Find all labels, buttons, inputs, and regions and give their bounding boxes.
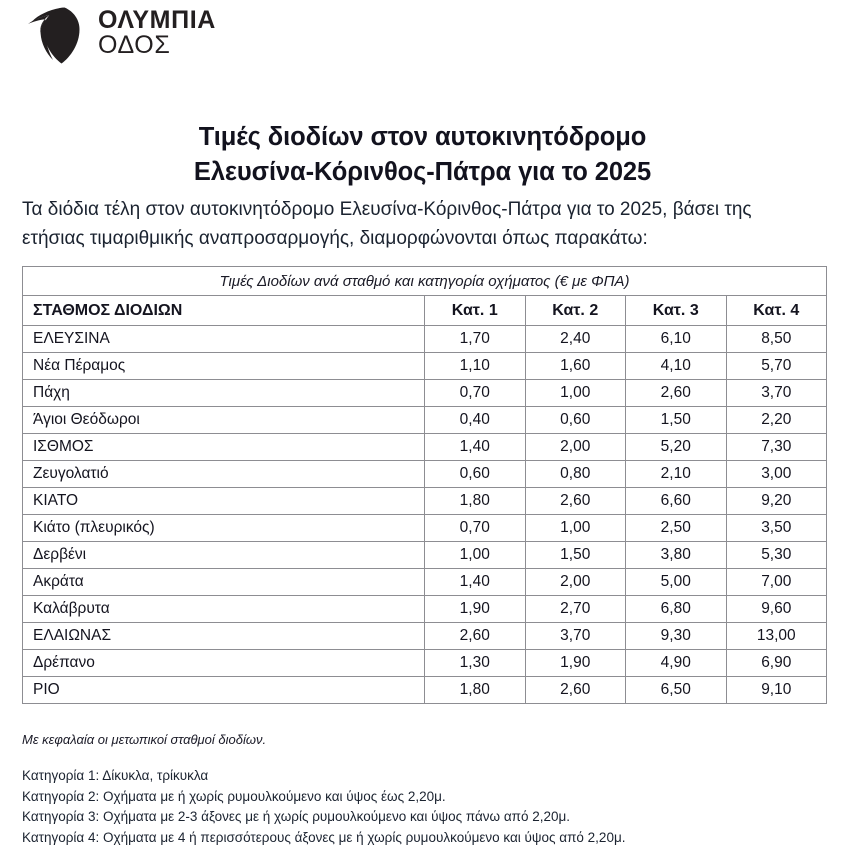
cell-cat-1: 1,80	[425, 488, 526, 515]
cell-station: Ακράτα	[23, 569, 425, 596]
table-row	[23, 461, 827, 488]
column-header-cat-1: Κατ. 1	[425, 296, 526, 326]
cell-cat-3: 2,60	[626, 380, 727, 407]
table-row	[23, 596, 827, 623]
table-body	[23, 326, 827, 704]
cell-cat-2: 1,50	[525, 542, 626, 569]
table-caption-row	[23, 267, 827, 296]
cell-cat-1: 1,10	[425, 353, 526, 380]
cell-station: ΕΛΕΥΣΙΝΑ	[23, 326, 425, 353]
table-row	[23, 650, 827, 677]
intro-paragraph	[22, 196, 832, 254]
cell-cat-2: 2,60	[525, 677, 626, 704]
intro-line-1: Τα διόδια τέλη στον αυτοκινητόδρομο Ελευσίνα-Κόρινθος-Πάτρα για το 2025, βάσει της	[22, 199, 752, 220]
cell-cat-3: 2,10	[626, 461, 727, 488]
cell-cat-2: 2,40	[525, 326, 626, 353]
cell-cat-4: 3,50	[726, 515, 827, 542]
cell-cat-3: 4,10	[626, 353, 727, 380]
column-header-cat-3: Κατ. 3	[626, 296, 727, 326]
cell-cat-4: 8,50	[726, 326, 827, 353]
cell-station: Πάχη	[23, 380, 425, 407]
table-row	[23, 353, 827, 380]
table-row	[23, 623, 827, 650]
cell-cat-4: 7,00	[726, 569, 827, 596]
cell-cat-1: 0,70	[425, 515, 526, 542]
cell-cat-3: 6,10	[626, 326, 727, 353]
table-row	[23, 326, 827, 353]
table-row	[23, 434, 827, 461]
cell-cat-4: 2,20	[726, 407, 827, 434]
cell-cat-4: 9,10	[726, 677, 827, 704]
cell-cat-3: 5,00	[626, 569, 727, 596]
page-title	[0, 120, 845, 190]
logo-wordmark	[98, 5, 216, 63]
table-row	[23, 542, 827, 569]
cell-station: Άγιοι Θεόδωροι	[23, 407, 425, 434]
brand-logo	[22, 2, 216, 68]
cell-cat-4: 3,00	[726, 461, 827, 488]
cell-cat-2: 2,00	[525, 434, 626, 461]
cell-cat-2: 3,70	[525, 623, 626, 650]
category-line-4: Κατηγορία 4: Οχήματα με 4 ή περισσότερους άξονες με ή χωρίς ρυμουλκούμενο και ύψος από 2,20μ.	[22, 829, 626, 845]
cell-cat-4: 7,30	[726, 434, 827, 461]
cell-station: Νέα Πέραμος	[23, 353, 425, 380]
category-legend	[22, 766, 625, 848]
cell-station: Δερβένι	[23, 542, 425, 569]
page-title-line-1: Τιμές διοδίων στον αυτοκινητόδρομο	[198, 123, 647, 152]
cell-cat-4: 13,00	[726, 623, 827, 650]
cell-cat-1: 1,90	[425, 596, 526, 623]
cell-cat-1: 1,30	[425, 650, 526, 677]
cell-cat-3: 9,30	[626, 623, 727, 650]
cell-cat-2: 1,00	[525, 515, 626, 542]
cell-cat-3: 4,90	[626, 650, 727, 677]
cell-cat-4: 5,30	[726, 542, 827, 569]
olympia-odos-shield-icon	[22, 2, 88, 68]
cell-cat-4: 6,90	[726, 650, 827, 677]
intro-line-2: ετήσιας τιμαριθμικής αναπροσαρμογής, διαμορφώνονται όπως παρακάτω:	[22, 227, 648, 249]
cell-cat-1: 1,40	[425, 569, 526, 596]
table-row	[23, 515, 827, 542]
cell-cat-4: 9,20	[726, 488, 827, 515]
cell-cat-2: 2,60	[525, 488, 626, 515]
cell-station: Κιάτο (πλευρικός)	[23, 515, 425, 542]
logo-line-2: ΟΔΟΣ	[98, 31, 171, 59]
cell-station: Ζευγολατιό	[23, 461, 425, 488]
cell-cat-3: 6,50	[626, 677, 727, 704]
cell-cat-1: 0,70	[425, 380, 526, 407]
category-line-2: Κατηγορία 2: Οχήματα με ή χωρίς ρυμουλκούμενο και ύψος έως 2,20μ.	[22, 788, 446, 804]
table-row	[23, 677, 827, 704]
cell-cat-2: 0,60	[525, 407, 626, 434]
cell-cat-3: 1,50	[626, 407, 727, 434]
cell-station: ΚΙΑΤΟ	[23, 488, 425, 515]
cell-cat-2: 2,70	[525, 596, 626, 623]
cell-cat-2: 2,00	[525, 569, 626, 596]
cell-cat-4: 5,70	[726, 353, 827, 380]
cell-station: ΡΙΟ	[23, 677, 425, 704]
cell-cat-3: 5,20	[626, 434, 727, 461]
cell-station: ΙΣΘΜΟΣ	[23, 434, 425, 461]
table-row	[23, 407, 827, 434]
cell-station: Καλάβρυτα	[23, 596, 425, 623]
cell-cat-2: 0,80	[525, 461, 626, 488]
cell-cat-2: 1,90	[525, 650, 626, 677]
cell-cat-1: 2,60	[425, 623, 526, 650]
column-header-cat-4: Κατ. 4	[726, 296, 827, 326]
cell-cat-1: 1,80	[425, 677, 526, 704]
table-header-row	[23, 296, 827, 326]
table-caption: Τιμές Διοδίων ανά σταθμό και κατηγορία οχήματος (€ με ΦΠΑ)	[23, 267, 827, 296]
cell-cat-4: 3,70	[726, 380, 827, 407]
table-row	[23, 569, 827, 596]
cell-station: Δρέπανο	[23, 650, 425, 677]
column-header-cat-2: Κατ. 2	[525, 296, 626, 326]
cell-cat-1: 1,00	[425, 542, 526, 569]
cell-station: ΕΛΑΙΩΝΑΣ	[23, 623, 425, 650]
table-row	[23, 488, 827, 515]
table-row	[23, 380, 827, 407]
category-line-1: Κατηγορία 1: Δίκυκλα, τρίκυκλα	[22, 768, 209, 783]
cell-cat-2: 1,60	[525, 353, 626, 380]
cell-cat-2: 1,00	[525, 380, 626, 407]
cell-cat-1: 1,40	[425, 434, 526, 461]
capitals-note: Με κεφαλαία οι μετωπικοί σταθμοί διοδίων.	[22, 732, 267, 747]
cell-cat-3: 3,80	[626, 542, 727, 569]
cell-cat-3: 6,80	[626, 596, 727, 623]
cell-cat-1: 0,60	[425, 461, 526, 488]
category-line-3: Κατηγορία 3: Οχήματα με 2-3 άξονες με ή χωρίς ρυμουλκούμενο και ύψος πάνω από 2,20μ.	[22, 809, 571, 825]
cell-cat-1: 0,40	[425, 407, 526, 434]
cell-cat-1: 1,70	[425, 326, 526, 353]
cell-cat-3: 6,60	[626, 488, 727, 515]
logo-line-1: ΟΛΥΜΠΙΑ	[98, 5, 216, 34]
page-title-line-2: Ελευσίνα-Κόρινθος-Πάτρα για το 2025	[193, 158, 652, 186]
column-header-station: ΣΤΑΘΜΟΣ ΔΙΟΔΙΩΝ	[23, 296, 425, 326]
cell-cat-4: 9,60	[726, 596, 827, 623]
toll-price-table	[22, 266, 827, 704]
cell-cat-3: 2,50	[626, 515, 727, 542]
